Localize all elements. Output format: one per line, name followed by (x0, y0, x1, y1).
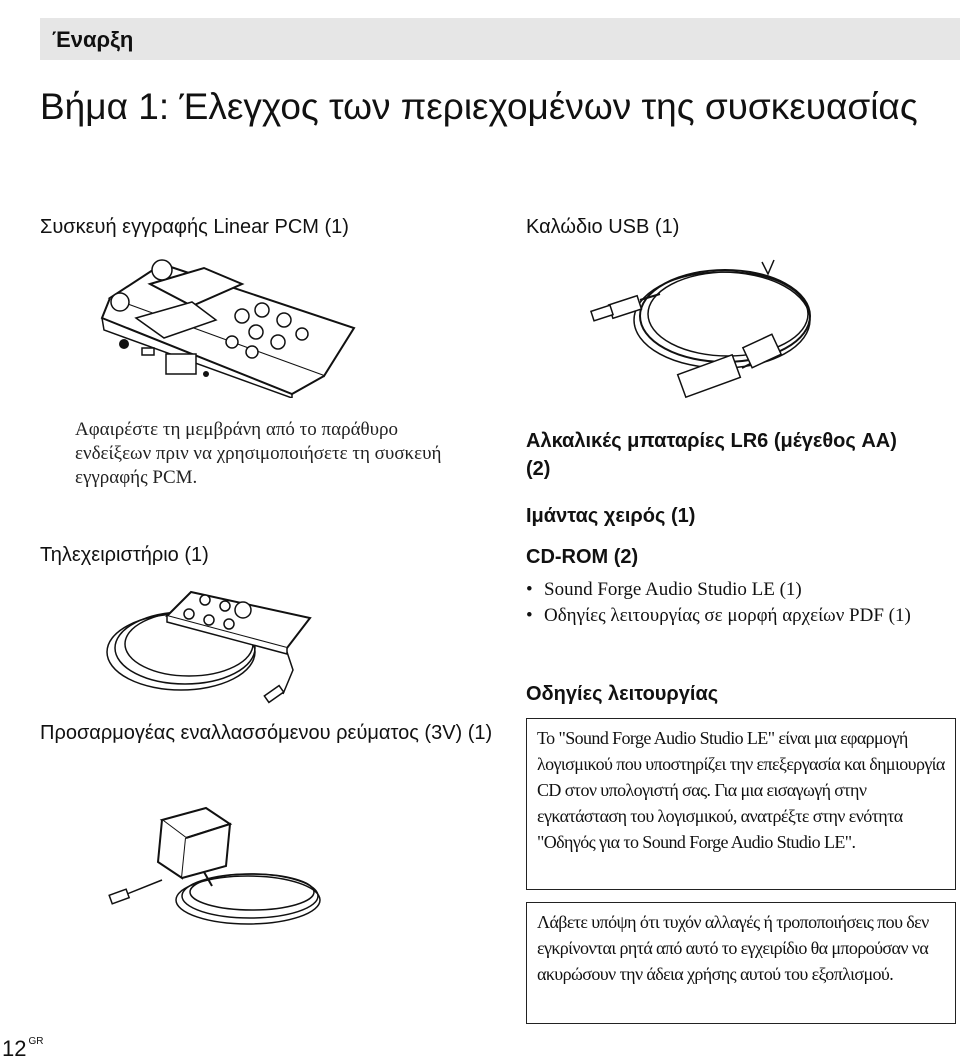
item-recorder: Συσκευή εγγραφής Linear PCM (1) (40, 216, 349, 238)
item-strap: Ιμάντας χειρός (1) (526, 505, 696, 527)
page-number-value: 12 (2, 1036, 27, 1061)
ac-adapter-illustration (102, 800, 332, 930)
item-manual: Οδηγίες λειτουργίας (526, 683, 719, 705)
section-band (40, 18, 960, 60)
item-batteries: Αλκαλικές μπαταρίες LR6 (μέγεθος AA) (2) (526, 430, 897, 480)
warning-box: Λάβετε υπόψη ότι τυχόν αλλαγές ή τροποποιήσεις που δεν εγκρίνονται ρητά από αυτό το εγχειρίδιο θα μπορούσαν να ακυρώσουν την άδεια χρήσης αυτού του εξοπλισμού. (526, 902, 956, 1024)
info-box: Το "Sound Forge Audio Studio LE" είναι μια εφαρμογή λογισμικού που υποστηρίζει την επεξεργασία και δημιουργία CD στον υπολογιστή σας. Για μια εισαγωγή στην εγκατάσταση του λογισμικού, ανατρέξτε στην ενότητα "Οδηγός για το Sound Forge Audio Studio LE". (526, 718, 956, 890)
item-adapter: Προσαρμογέας εναλλασσόμενου ρεύματος (3V) (1) (40, 722, 493, 744)
page-number (2, 1036, 43, 1062)
cdrom-contents-list (526, 577, 956, 629)
list-item: • Sound Forge Audio Studio LE (1) (526, 577, 956, 603)
page-title: Βήμα 1: Έλεγχος των περιεχομένων της συσκευασίας (40, 86, 918, 127)
page-suffix: GR (28, 1036, 44, 1047)
recorder-illustration (92, 258, 362, 398)
item-usb-cable: Καλώδιο USB (1) (526, 216, 680, 238)
section-label: Έναρξη (52, 27, 134, 52)
remote-illustration (105, 586, 315, 706)
recorder-note: Αφαιρέστε τη μεμβράνη από το παράθυρο ενδείξεων πριν να χρησιμοποιήσετε τη συσκευή εγγραφής PCM. (75, 419, 442, 488)
usb-cable-illustration (570, 256, 820, 406)
item-remote: Τηλεχειριστήριο (1) (40, 544, 209, 566)
item-cdrom: CD-ROM (2) (526, 546, 639, 568)
list-item: • Οδηγίες λειτουργίας σε μορφή αρχείων PDF (1) (526, 603, 956, 629)
